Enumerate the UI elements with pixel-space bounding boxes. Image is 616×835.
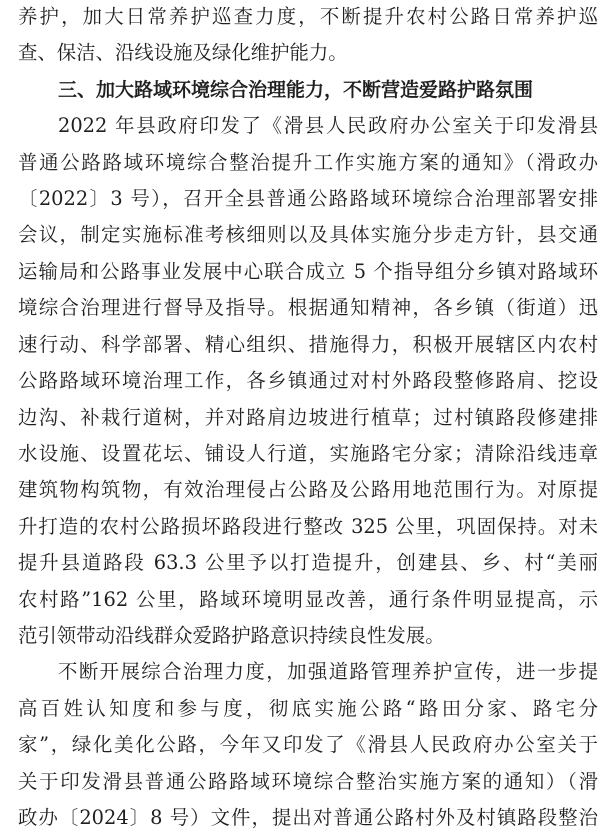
text-line: 升打造的农村公路损坏路段进行整改 325 公里，巩固保持。对未 <box>18 514 598 538</box>
text-line: 水设施、设置花坛、铺设人行道，实施路宅分家；清除沿线违章 <box>18 441 598 465</box>
text-line: 会议，制定实施标准考核细则以及具体实施分步走方针，县交通 <box>18 223 598 247</box>
text-line: 境综合治理进行督导及指导。根据通知精神，各乡镇（街道）迅 <box>18 296 598 320</box>
text-line: 公路路域环境治理工作，各乡镇通过对村外路段整修路肩、挖设 <box>18 369 598 393</box>
text-line: 建筑物构筑物，有效治理侵占公路及公路用地范围行为。对原提 <box>18 478 598 502</box>
text-line: 提升县道路段 63.3 公里予以打造提升，创建县、乡、村“美丽 <box>18 551 598 575</box>
text-line: 政办〔2024〕8 号）文件，提出对普通公路村外及村镇路段整治 <box>18 806 598 829</box>
section-heading: 三、加大路域环境综合治理能力，不断营造爱路护路氛围 <box>58 78 534 101</box>
text-line: 家”，绿化美化公路，今年又印发了《滑县人民政府办公室关于 <box>18 733 598 757</box>
text-line: 关于印发滑县普通公路路域环境综合整治实施方案的通知）（滑 <box>18 769 598 793</box>
text-line: 养护，加大日常养护巡查力度，不断提升农村公路日常养护巡 <box>18 5 598 28</box>
text-line: 不断开展综合治理力度，加强道路管理养护宣传，进一步提 <box>58 660 598 684</box>
text-line: 范引领带动沿线群众爱路护路意识持续良性发展。 <box>18 623 445 647</box>
text-line: 2022 年县政府印发了《滑县人民政府办公室关于印发滑县 <box>58 114 598 138</box>
text-line: 高百姓认知度和参与度，彻底实施公路“路田分家、路宅分 <box>18 696 598 720</box>
text-line: 边沟、补栽行道树，并对路肩边坡进行植草；过村镇路段修建排 <box>18 405 598 429</box>
text-line: 速行动、科学部署、精心组织、措施得力，积极开展辖区内农村 <box>18 332 598 356</box>
text-line: 普通公路路域环境综合整治提升工作实施方案的通知》（滑政办 <box>18 150 598 174</box>
text-line: 查、保洁、沿线设施及绿化维护能力。 <box>18 41 348 65</box>
text-line: 农村路”162 公里，路域环境明显改善，通行条件明显提高，示 <box>18 587 598 611</box>
text-line: 运输局和公路事业发展中心联合成立 5 个指导组分乡镇对路域环 <box>18 259 598 283</box>
text-line: 〔2022〕3 号），召开全县普通公路路域环境综合治理部署安排 <box>18 187 598 211</box>
